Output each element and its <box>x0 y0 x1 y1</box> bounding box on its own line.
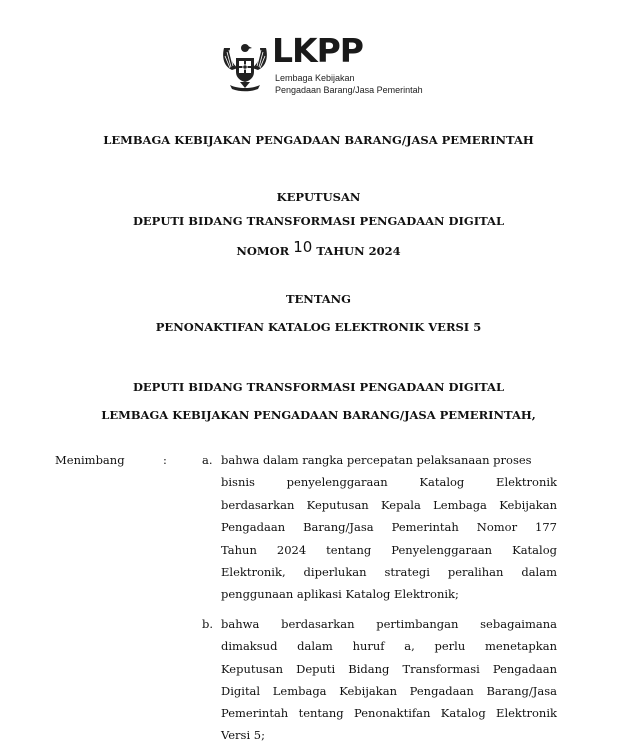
item-a-line-4: Pengadaan Barang/Jasa Pemerintah Nomor 177 <box>221 520 557 534</box>
about-heading: TENTANG <box>285 292 352 306</box>
item-b-line-2: dimaksud dalam huruf a, perlu menetapkan <box>221 639 557 653</box>
item-a-line-2: bisnis penyelenggaraan Katalog Elektronik <box>221 475 557 489</box>
item-a-line-5: Tahun 2024 tentang Penyelenggaraan Katalog <box>221 543 557 557</box>
item-a-line-6: Elektronik, diperlukan strategi peralihan dalam <box>221 565 557 579</box>
item-b-line-6: Versi 5; <box>221 728 265 742</box>
item-a-line-7: penggunaan aplikasi Katalog Elektronik; <box>221 587 459 601</box>
item-a-line-3: berdasarkan Keputusan Kepala Lembaga Kebijakan <box>221 498 557 512</box>
number-value: 10 <box>293 238 313 256</box>
menimbang-label: Menimbang <box>55 453 125 467</box>
logo-subtitle-1: Lembaga Kebijakan <box>275 73 355 83</box>
menimbang-colon: : <box>163 453 167 467</box>
deputy-heading: DEPUTI BIDANG TRANSFORMASI PENGADAAN DIGITAL <box>132 214 505 228</box>
item-a-line-1: bahwa dalam rangka percepatan pelaksanaan proses <box>221 453 532 467</box>
item-b-line-1: bahwa berdasarkan pertimbangan sebagaimana <box>221 617 557 631</box>
subject-heading: PENONAKTIFAN KATALOG ELEKTRONIK VERSI 5 <box>155 320 482 334</box>
logo-text: LKPP <box>272 31 363 70</box>
item-a-marker: a. <box>202 453 213 467</box>
item-b-line-4: Digital Lembaga Kebijakan Pengadaan Barang/Jasa <box>221 684 557 698</box>
number-prefix: NOMOR <box>236 244 290 258</box>
item-b-line-3: Keputusan Deputi Bidang Transformasi Pengadaan <box>221 662 557 676</box>
decision-heading: KEPUTUSAN <box>276 190 361 204</box>
number-suffix: TAHUN 2024 <box>316 244 401 258</box>
institution-heading: LEMBAGA KEBIJAKAN PENGADAAN BARANG/JASA PEMERINTAH <box>103 133 534 147</box>
issuer-heading-1: DEPUTI BIDANG TRANSFORMASI PENGADAAN DIGITAL <box>132 380 505 394</box>
garuda-emblem-icon <box>220 40 270 92</box>
item-b-marker: b. <box>202 617 214 631</box>
decree-number <box>0 238 637 258</box>
logo-subtitle-2: Pengadaan Barang/Jasa Pemerintah <box>275 85 423 95</box>
item-b-line-5: Pemerintah tentang Penonaktifan Katalog Elektronik <box>221 706 557 720</box>
issuer-heading-2: LEMBAGA KEBIJAKAN PENGADAAN BARANG/JASA PEMERINTAH, <box>101 408 536 422</box>
